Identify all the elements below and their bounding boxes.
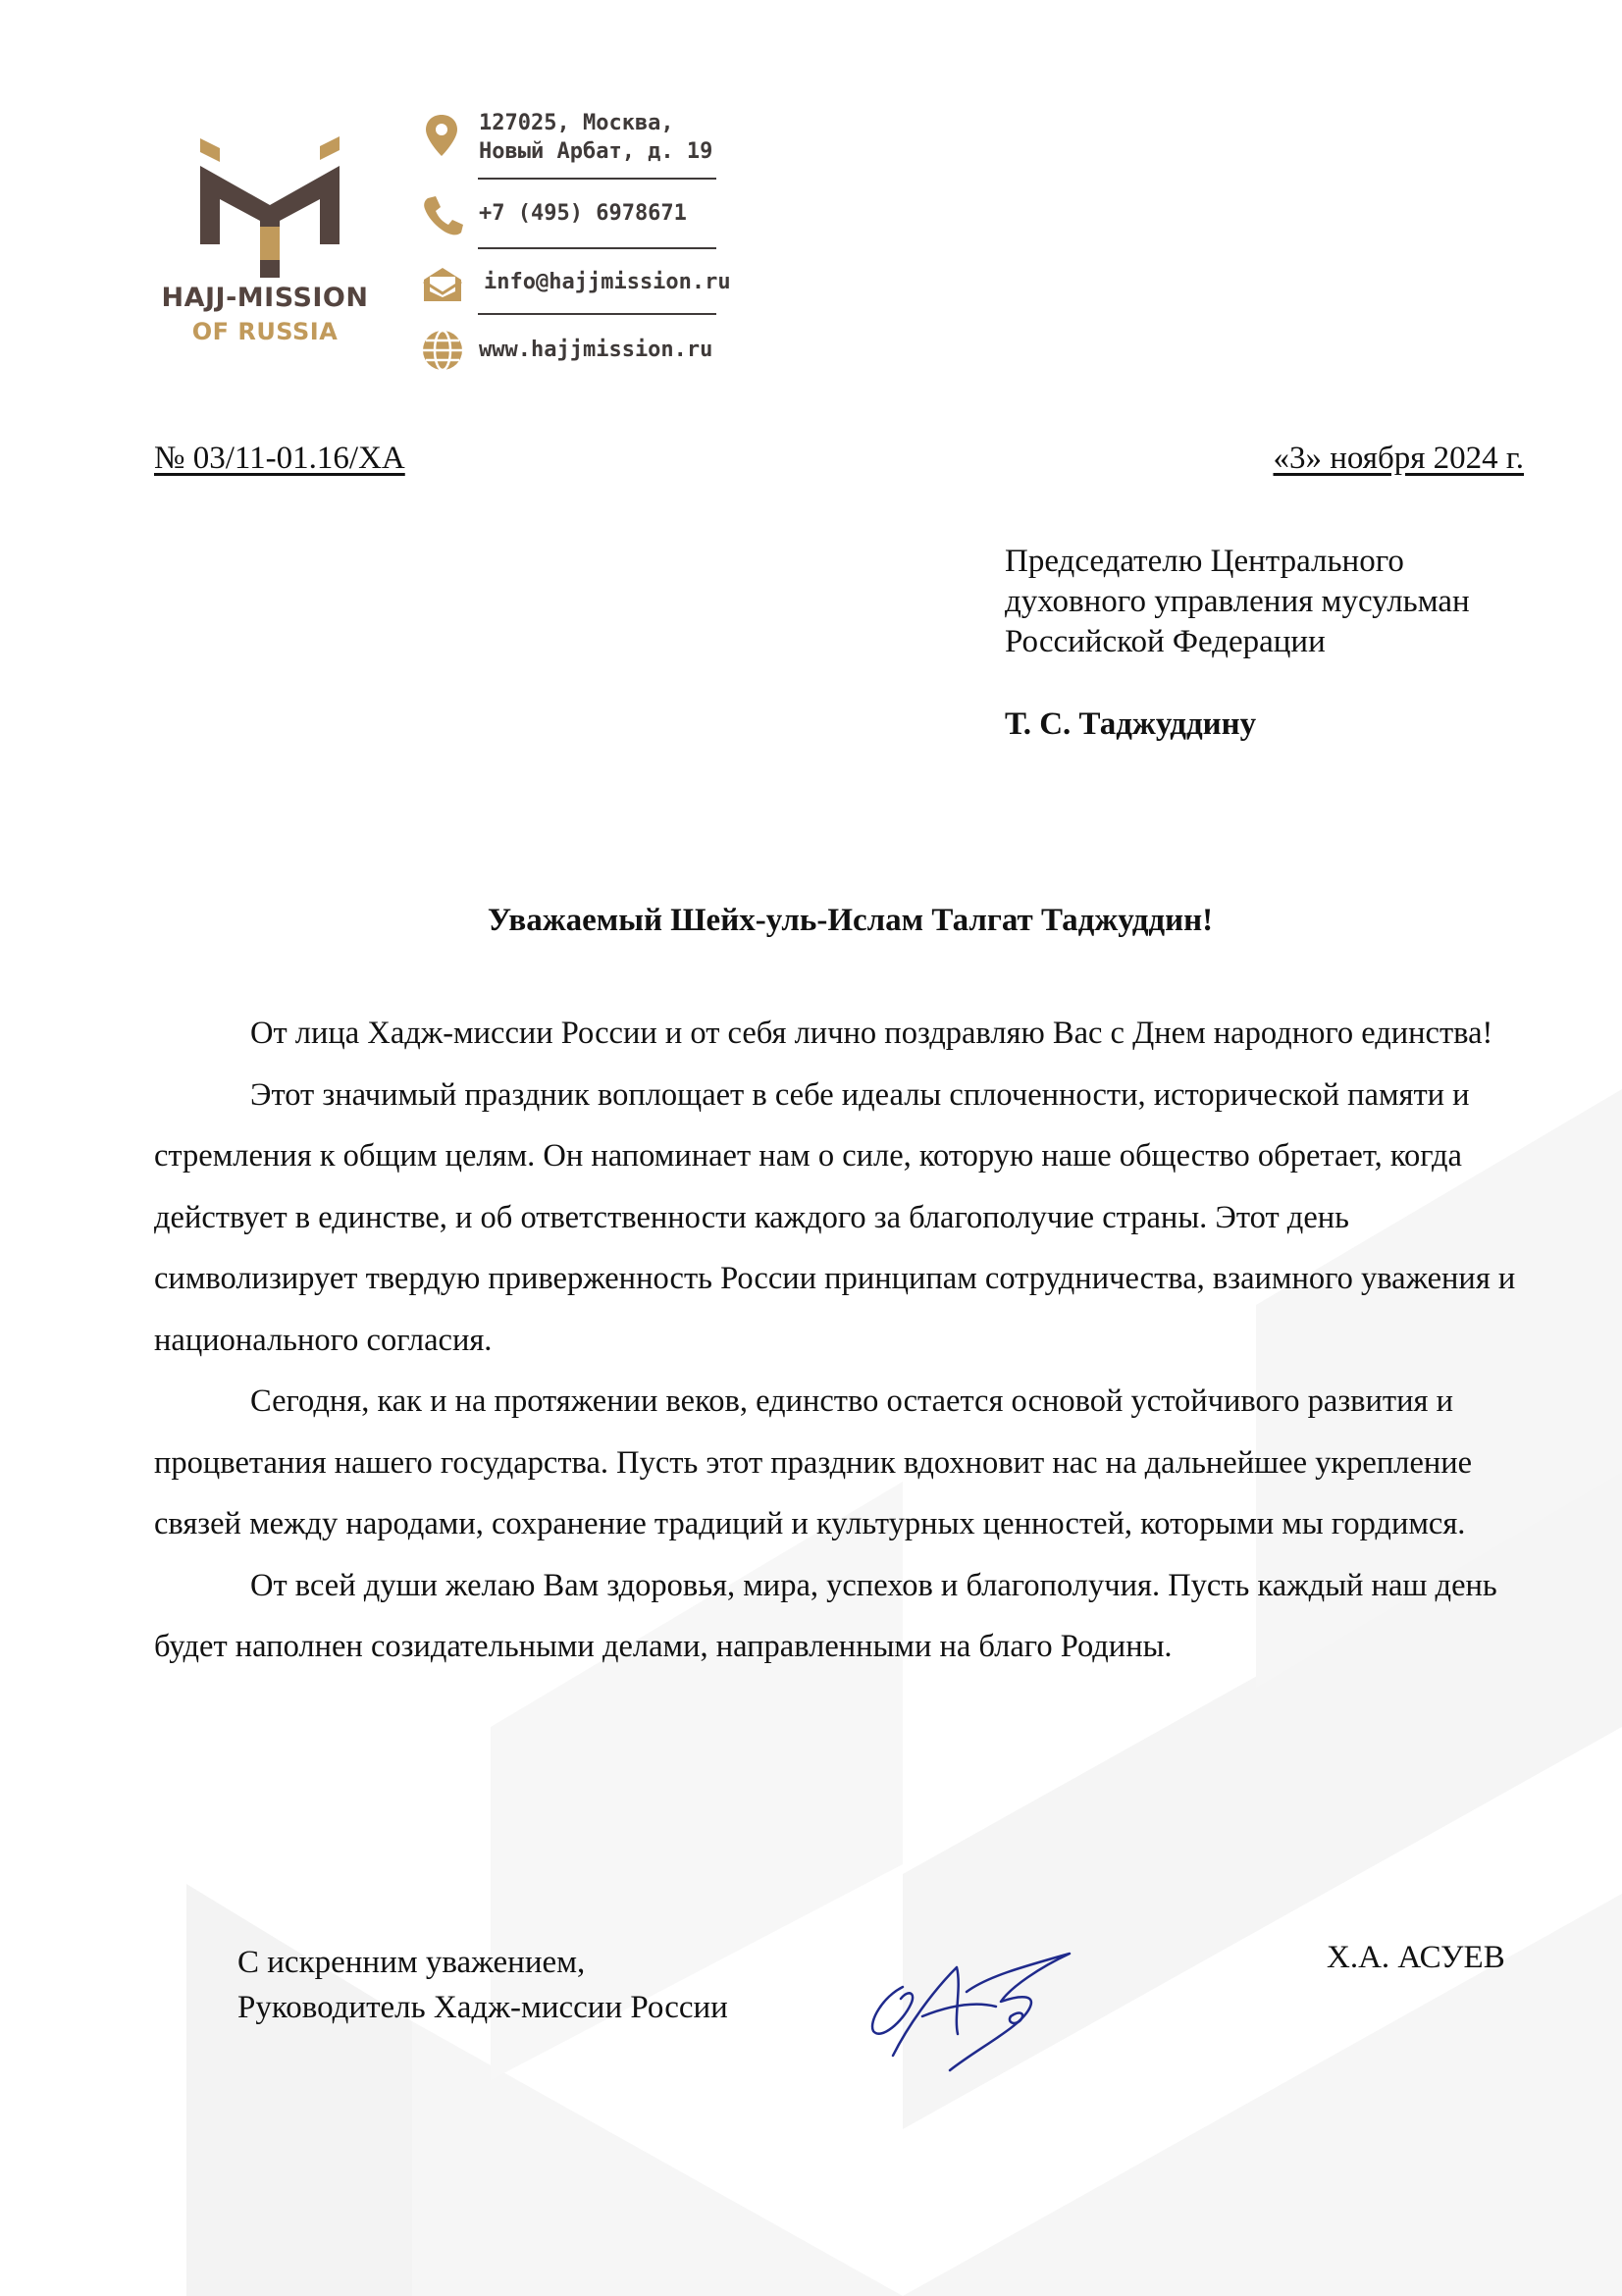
document-number: № 03/11-01.16/ХА <box>154 441 405 476</box>
closing-line: С искренним уважением, <box>237 1945 586 1980</box>
phone-icon <box>420 193 465 238</box>
body-paragraph: Сегодня, как и на протяжении веков, единство остается основой устойчивого развития и процветания нашего государства. Пусть этот праздник вдохновит нас на дальнейшее укрепление связей между народами, сохранение традиций и культурных ценностей, которыми мы гордимся. <box>154 1383 1473 1541</box>
website-url: www.hajjmission.ru <box>479 338 713 362</box>
phone-number: +7 (495) 6978671 <box>479 201 687 226</box>
addressee-line: Председателю Центрального <box>1005 544 1404 579</box>
body-paragraph: От всей души желаю Вам здоровья, мира, успехов и благополучия. Пусть каждый наш день будет наполнен созидательными делами, направленными на благо Родины. <box>154 1567 1497 1664</box>
addressee-block <box>1005 542 1470 662</box>
body-paragraph: Этот значимый праздник воплощает в себе идеалы сплоченности, исторической памяти и стремления к общим целям. Он напоминает нам о силе, которую наше общество обретает, когда действует в единстве, и об ответственности каждого за благополучие страны. Этот день символизирует твердую приверженность России принципам сотрудничества, взаимного уважения и национального согласия. <box>154 1076 1516 1358</box>
email-address: info@hajjmission.ru <box>484 270 731 294</box>
addressee-line: Российской Федерации <box>1005 624 1326 659</box>
body-paragraph: От лица Хадж-миссии России и от себя лично поздравляю Вас с Днем народного единства! <box>250 1016 1493 1051</box>
address-line-2: Новый Арбат, д. 19 <box>479 139 713 164</box>
contact-divider <box>478 178 716 180</box>
addressee-line: духовного управления мусульман <box>1005 584 1470 619</box>
signer-position: Руководитель Хадж-миссии России <box>237 1990 728 2025</box>
signer-name: Х.А. АСУЕВ <box>1327 1940 1505 1975</box>
logo-text-of-russia: OF RUSSIA <box>191 318 339 345</box>
closing-block <box>237 1940 728 2030</box>
address-line-1: 127025, Москва, <box>479 111 674 135</box>
logo-text-hajj-mission: HAJJ-MISSION <box>161 283 369 313</box>
document-date: «3» ноября 2024 г. <box>1273 441 1524 476</box>
letter-body <box>154 1003 1528 1678</box>
contact-divider <box>478 247 716 249</box>
envelope-icon <box>420 262 465 307</box>
location-pin-icon <box>419 113 464 158</box>
signature-icon <box>863 1948 1079 2075</box>
globe-icon <box>420 328 465 373</box>
contact-divider <box>478 313 716 315</box>
addressee-name: Т. С. Таджуддину <box>1005 706 1257 742</box>
salutation: Уважаемый Шейх-уль-Ислам Талгат Таджуддин! <box>487 903 1214 938</box>
